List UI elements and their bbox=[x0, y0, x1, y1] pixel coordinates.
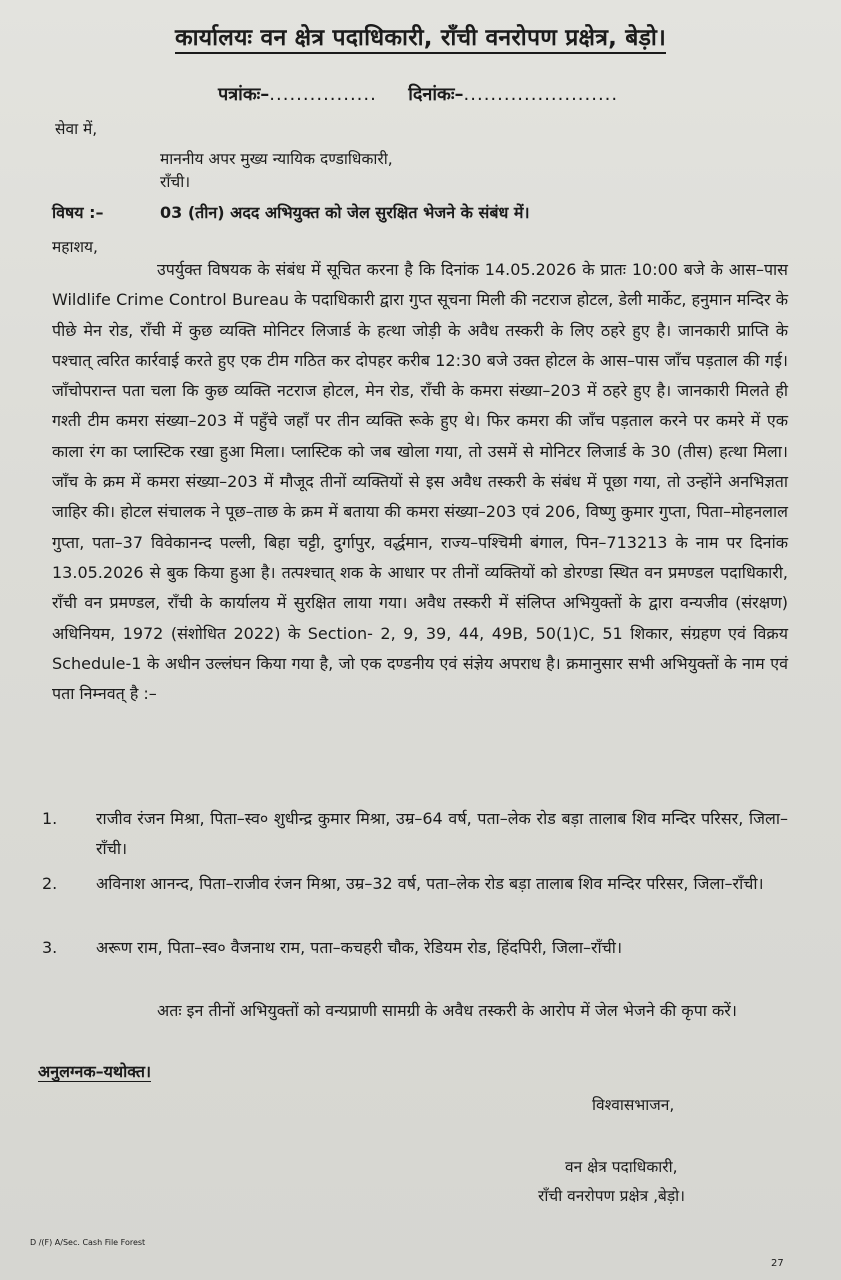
body-paragraph bbox=[52, 255, 788, 709]
accused-item bbox=[42, 804, 788, 864]
annexure-note: अनुलग्नक–यथोक्त। bbox=[38, 1062, 152, 1081]
body-paragraph-text: उपर्युक्त विषयक के संबंध में सूचित करना है कि दिनांक 14.05.2026 के प्रातः 10:00 बजे के आस–पास Wildlife Crime Control Bureau के पदाधिकारी द्वारा गुप्त सूचना मिली की नटराज होटल, डेली मार्केट, हनुमान मन्दिर के पीछे मेन रोड, राँची में कुछ व्यक्ति मोनिटर लिजार्ड के हत्था जोड़ी के अवैध तस्करी के लिए ठहरे हुए है। जानकारी प्राप्ति के पश्चात् त्वरित कार्रवाई करते हुए एक टीम गठित कर दोपहर करीब 12:30 बजे उक्त होटल के आस–पास जाँच पड़ताल की गई। जाँचोपरान्त पता चला कि कुछ व्यक्ति नटराज होटल, मेन रोड, राँची के कमरा संख्या–203 में ठहरे हुए है। जानकारी मिलते ही गश्ती टीम कमरा संख्या–203 में पहुँचे जहाँ पर तीन व्यक्ति रूके हुए थे। फिर कमरा की जाँच पड़ताल करने पर कमरे में एक काला रंग का प्लास्टिक रखा हुआ मिला। प्लास्टिक को जब खोला गया, तो उसमें से मोनिटर लिजार्ड के 30 (तीस) हत्था मिला। जाँच के क्रम में कमरा संख्या–203 में मौजूद तीनों व्यक्तियों से इस अवैध तस्करी के संबंध में पूछा गया, तो उन्होंने अनभिज्ञता जाहिर की। होटल संचालक ने पूछ–ताछ के क्रम में बताया की कमरा संख्या–203 एवं 206, विष्णु कुमार गुप्ता, पिता–मोहनलाल गुप्ता, पता–37 विवेकानन्द पल्ली, बिहा चट्टी, दुर्गापुर, वर्द्धमान, राज्य–पश्चिमी बंगाल, पिन–713213 के नाम पर दिनांक 13.05.2026 से बुक किया हुआ है। तत्पश्चात् शक के आधार पर तीनों व्यक्तियों को डोरण्डा स्थित वन प्रमण्डल पदाधिकारी, राँची वन प्रमण्डल, राँची के कार्यालय में सुरक्षित लाया गया। अवैध तस्करी में संलिप्त अभियुक्तों के द्वारा वन्यजीव (संरक्षण) अधिनियम, 1972 (संशोधित 2022) के Section- 2, 9, 39, 44, 49B, 50(1)C, 51 शिकार, संग्रहण एवं विक्रय Schedule-1 के अधीन उल्लंघन किया गया है, जो एक दण्डनीय एवं संज्ञेय अपराध है। क्रमानुसार सभी अभियुक्तों के नाम एवं पता निम्नवत् है :– bbox=[52, 260, 789, 704]
accused-item bbox=[42, 869, 788, 899]
subject-label: विषय :– bbox=[52, 203, 104, 222]
request-paragraph bbox=[52, 996, 788, 1026]
signature-designation: वन क्षेत्र पदाधिकारी, bbox=[565, 1158, 678, 1176]
reference-line bbox=[218, 82, 618, 106]
accused-number: 3. bbox=[42, 938, 58, 957]
office-title: कार्यालयः वन क्षेत्र पदाधिकारी, राँची वनरोपण प्रक्षेत्र, बेड़ो। bbox=[0, 20, 841, 52]
footer-file-code: D /(F) A/Sec. Cash File Forest bbox=[30, 1238, 146, 1247]
date-label: दिनांकः– bbox=[408, 84, 464, 105]
signature-closing: विश्वासभाजन, bbox=[592, 1096, 675, 1114]
recipient-designation: माननीय अपर मुख्य न्यायिक दण्डाधिकारी, bbox=[160, 150, 393, 168]
salutation-to: सेवा में, bbox=[55, 120, 98, 138]
accused-details: अरूण राम, पिता–स्व० वैजनाथ राम, पता–कचहरी चौक, रेडियम रोड, हिंदपिरी, जिला–राँची। bbox=[96, 938, 623, 957]
accused-details: राजीव रंजन मिश्रा, पिता–स्व० शुधीन्द्र कुमार मिश्रा, उम्र–64 वर्ष, पता–लेक रोड बड़ा तालाब शिव मन्दिर परिसर, जिला–राँची। bbox=[96, 809, 788, 858]
letter-number-blank: ................ bbox=[269, 84, 377, 105]
subject-text: 03 (तीन) अदद अभियुक्त को जेल सुरक्षित भेजने के संबंध में। bbox=[160, 203, 530, 222]
letter-number-label: पत्रांकः– bbox=[218, 84, 270, 105]
accused-number: 1. bbox=[42, 809, 58, 828]
date-blank: ....................... bbox=[463, 84, 619, 105]
accused-details: अविनाश आनन्द, पिता–राजीव रंजन मिश्रा, उम्र–32 वर्ष, पता–लेक रोड बड़ा तालाब शिव मन्दिर परिसर, जिला–राँची। bbox=[96, 874, 764, 893]
recipient-city: राँची। bbox=[160, 173, 191, 191]
accused-number: 2. bbox=[42, 874, 58, 893]
greeting: महाशय, bbox=[52, 238, 98, 256]
accused-item bbox=[42, 933, 788, 963]
request-paragraph-text: अतः इन तीनों अभियुक्तों को वन्यप्राणी सामग्री के अवैध तस्करी के आरोप में जेल भेजने की कृपा करें। bbox=[157, 1001, 737, 1020]
signature-office: राँची वनरोपण प्रक्षेत्र ,बेड़ो। bbox=[538, 1187, 686, 1205]
page-number: 27 bbox=[771, 1258, 784, 1269]
